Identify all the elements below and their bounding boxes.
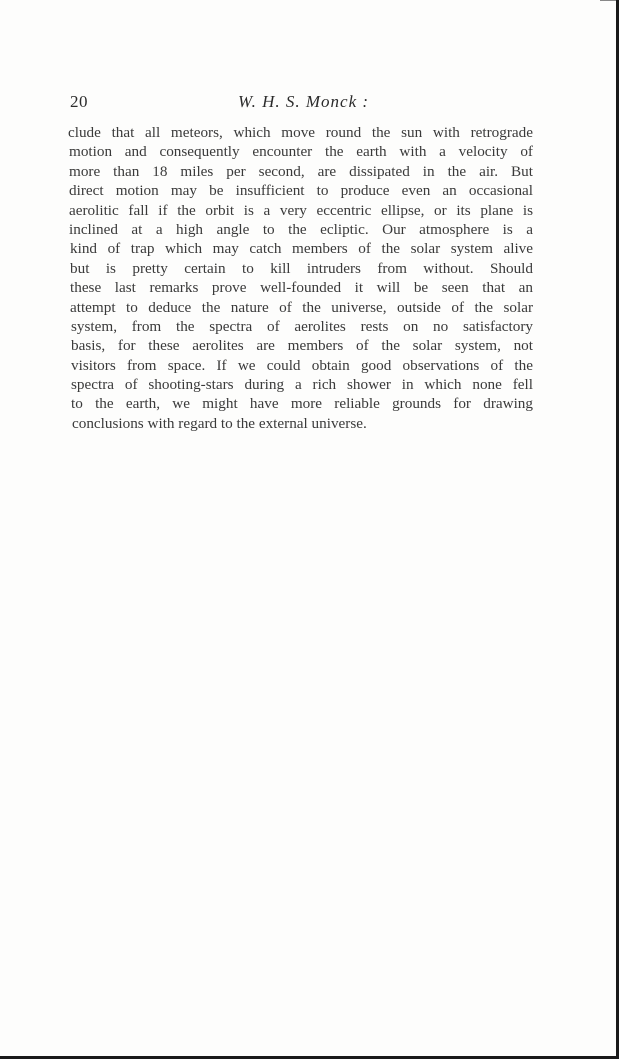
running-head-author: W. H. S. Monck :: [238, 92, 370, 111]
scan-edge-mark: [600, 0, 616, 1]
text-line: clude that all meteors, which move round the sun with retrograde: [68, 124, 533, 141]
text-line: visitors from space. If we could obtain good observations of the: [71, 356, 533, 374]
text-line: but is pretty certain to kill intruders from without. Should: [70, 259, 533, 277]
text-line: inclined at a high angle to the ecliptic. Our atmosphere is a: [69, 220, 533, 238]
text-line: attempt to deduce the nature of the universe, outside of the solar: [70, 298, 533, 316]
text-line: to the earth, we might have more reliable grounds for drawing: [71, 395, 533, 413]
text-line-last: conclusions with regard to the external universe.: [72, 414, 367, 432]
body-paragraph: [68, 123, 533, 433]
text-line: direct motion may be insufficient to produce even an occasional: [69, 182, 533, 200]
text-line: system, from the spectra of aerolites rests on no satisfactory: [71, 317, 533, 335]
text-line: more than 18 miles per second, are dissipated in the air. But: [69, 162, 533, 180]
text-line: motion and consequently encounter the earth with a velocity of: [69, 143, 533, 161]
running-head: [70, 92, 535, 114]
text-line: aerolitic fall if the orbit is a very eccentric ellipse, or its plane is: [69, 201, 533, 219]
page-number: 20: [70, 92, 88, 111]
text-line: these last remarks prove well-founded it will be seen that an: [70, 279, 533, 297]
text-line: basis, for these aerolites are members of the solar system, not: [71, 337, 533, 355]
text-line: kind of trap which may catch members of the solar system alive: [70, 240, 533, 258]
text-line: spectra of shooting-stars during a rich shower in which none fell: [71, 376, 533, 394]
